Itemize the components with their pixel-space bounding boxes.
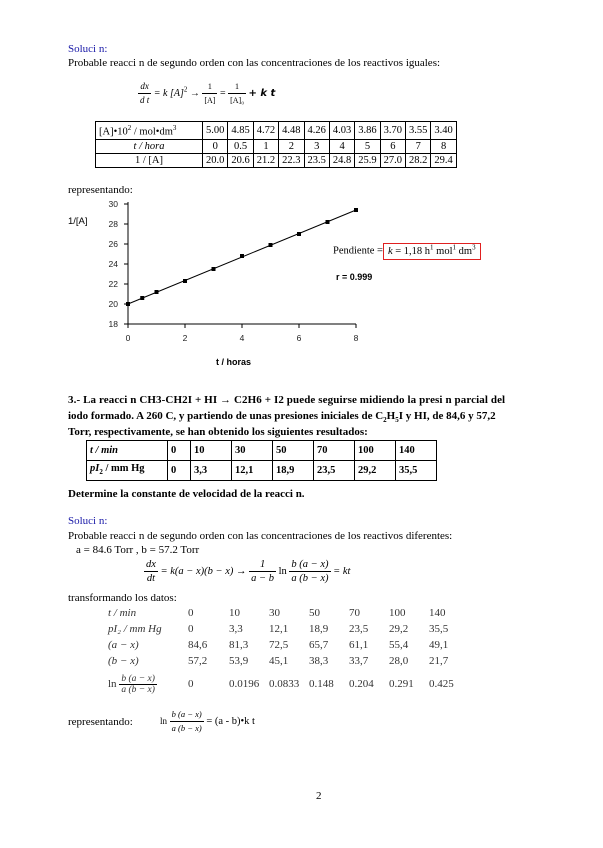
table-cell: 2 (279, 139, 304, 153)
slope-value-box: k = 1,18 $h^1$ mol$^1$ $dm^3$ (383, 243, 481, 260)
data-point (140, 296, 144, 300)
table-cell: 23.5 (304, 153, 329, 167)
table-cell: 0.204 (349, 678, 374, 690)
table-cell: 140 (396, 441, 437, 461)
table-cell: 45,1 (269, 655, 289, 667)
table-cell: 0 (188, 607, 194, 619)
y-tick-label: 24 (108, 259, 118, 269)
representing-label-2: representando: (68, 716, 133, 728)
table-cell: 21.2 (253, 153, 278, 167)
solution-heading-2: Soluci n: (68, 515, 108, 527)
table-cell: 20.6 (228, 153, 253, 167)
solution-heading-1: Soluci n: (68, 43, 108, 55)
table-cell: 0.148 (309, 678, 334, 690)
data-point (326, 220, 330, 224)
table-cell: 84,6 (188, 639, 208, 651)
data-point (297, 232, 301, 236)
table-cell: 30 (232, 441, 273, 461)
table-cell: 3,3 (191, 461, 232, 481)
table-cell: 100 (389, 607, 406, 619)
row-label-inverse: 1 / [A] (96, 153, 203, 167)
table-cell: 4.48 (279, 122, 304, 140)
problem3-question: Determine la constante de velocidad de la reacci n. (68, 488, 305, 500)
y-tick-label: 20 (108, 299, 118, 309)
table-cell: 23,5 (314, 461, 355, 481)
data-point (126, 302, 130, 306)
solution-text-1: Probable reacci n de segundo orden con las concentraciones de los reactivos iguales: (68, 57, 441, 69)
y-tick-label: 18 (108, 319, 118, 329)
table-cell: 28,0 (389, 655, 409, 667)
representing-label-1: representando: (68, 184, 133, 196)
correlation-label: r = 0.999 (336, 272, 373, 282)
table-cell: 65,7 (309, 639, 329, 651)
table-cell: 22.3 (279, 153, 304, 167)
table-cell: 5.00 (203, 122, 228, 140)
y-tick-label: 30 (108, 199, 118, 209)
y-tick-label: 26 (108, 239, 118, 249)
table-cell: 21,7 (429, 655, 449, 667)
row-label-pressure: $pI_2$ / mm Hg (87, 461, 168, 481)
row-label-ln: ln $\frac{b (a - x)}{a (b - x)}$ (108, 673, 155, 695)
table-cell: 38,3 (309, 655, 329, 667)
table-cell: 3.70 (380, 122, 405, 140)
table-cell: 30 (269, 607, 280, 619)
rate-equation-2: $\frac{dx}{dt}$ = k(a − x)(b − x) → $\frac{1}{a - b}$ ln $\frac{b (a - x)}{a (b - x)}$ = kt (146, 559, 351, 584)
table-cell: 0 (168, 461, 191, 481)
table-cell: 6 (380, 139, 405, 153)
x-tick-label: 2 (182, 333, 188, 343)
x-tick-label: 8 (353, 333, 359, 343)
table-cell: 7 (406, 139, 431, 153)
table-cell: 72,5 (269, 639, 289, 651)
table-cell: 29,2 (355, 461, 396, 481)
table-cell: 81,3 (229, 639, 249, 651)
initial-pressures: a = 84.6 Torr , b = 57.2 Torr (76, 544, 200, 556)
table-cell: 4.03 (329, 122, 354, 140)
table-cell: 140 (429, 607, 446, 619)
table-cell: 28.2 (406, 153, 431, 167)
problem3-line3: Torr, respectivamente, se han obtenido los siguientes resultados: (68, 426, 368, 438)
data-point (183, 279, 187, 283)
pressure-table (86, 440, 437, 481)
table-cell: 70 (349, 607, 360, 619)
data-point (212, 267, 216, 271)
table-cell: 0 (188, 623, 194, 635)
x-tick-label: 4 (239, 333, 245, 343)
rate-equation-1: $\frac{dx}{\text{d t}}$ = k $[A]^2$ → $\frac{1}{[A]}$ = $\frac{1}{\text{[A]₀}}$ + k t (140, 81, 276, 105)
row-label: (b − x) (108, 655, 139, 667)
table-cell: 29.4 (431, 153, 456, 167)
table-cell: 4 (329, 139, 354, 153)
table-cell: 35,5 (396, 461, 437, 481)
table-cell: 24.8 (329, 153, 354, 167)
table-cell: 0 (203, 139, 228, 153)
row-label: t / min (108, 607, 137, 619)
y-axis-label: 1/[A] (68, 216, 88, 227)
data-point (155, 290, 159, 294)
table-cell: 0.0196 (229, 678, 260, 690)
table-cell: 3.40 (431, 122, 456, 140)
table-cell: 18,9 (309, 623, 329, 635)
data-point (354, 208, 358, 212)
table-cell: 61,1 (349, 639, 369, 651)
table-cell: 27.0 (380, 153, 405, 167)
table-cell: 10 (229, 607, 240, 619)
table-cell: 3.86 (355, 122, 380, 140)
table-cell: 100 (355, 441, 396, 461)
y-tick-label: 28 (108, 219, 118, 229)
row-label: (a − x) (108, 639, 139, 651)
linear-equation: ln $\frac{b (a - x)}{a (b - x)}$ = (a - b)•k t (160, 709, 255, 733)
table-cell: 0 (168, 441, 191, 461)
table-cell: 25.9 (355, 153, 380, 167)
row-label: pI₂ / mm Hg (108, 623, 162, 635)
solution-text-2: Probable reacci n de segundo orden con las concentraciones de los reactivos diferentes: (68, 530, 453, 542)
table-cell: 18,9 (273, 461, 314, 481)
table-cell: 0.0833 (269, 678, 300, 690)
transformed-data-table (108, 605, 459, 699)
page-number: 2 (316, 790, 322, 802)
table-cell: 0.425 (429, 678, 454, 690)
table-cell: 8 (431, 139, 456, 153)
table-cell: 50 (273, 441, 314, 461)
table-cell: 55,4 (389, 639, 409, 651)
table-cell: 3.55 (406, 122, 431, 140)
row-label-time-min: t / min (87, 441, 168, 461)
row-label-concentration: $[A]•10^2$ / $mol•dm^3$ (96, 122, 203, 140)
table-cell: 70 (314, 441, 355, 461)
table-cell: 0.291 (389, 678, 414, 690)
y-tick-label: 22 (108, 279, 118, 289)
table-cell: 50 (309, 607, 320, 619)
table-cell: 3,3 (229, 623, 243, 635)
table-cell: 49,1 (429, 639, 449, 651)
slope-annotation: Pendiente = k = 1,18 $h^1$ mol$^1$ $dm^3$ (333, 241, 481, 258)
table-cell: 12,1 (232, 461, 273, 481)
data-point (269, 243, 273, 247)
table-cell: 20.0 (203, 153, 228, 167)
table-cell: 4.85 (228, 122, 253, 140)
x-tick-label: 0 (125, 333, 131, 343)
problem3-line2: iodo formado. A 260 C, y partiendo de unas presiones iniciales de $C_2H_5I$ y HI, de 84,6 y 57,2 (68, 410, 496, 425)
table-cell: 35,5 (429, 623, 449, 635)
concentration-table (95, 121, 457, 168)
problem3-line1: 3.- La reacci n CH3-CH2I + HI → C2H6 + I2 puede seguirse midiendo la presi n parcial del (68, 394, 506, 406)
table-cell: 12,1 (269, 623, 289, 635)
table-cell: 10 (191, 441, 232, 461)
x-tick-label: 6 (296, 333, 302, 343)
table-cell: 3 (304, 139, 329, 153)
data-point (240, 254, 244, 258)
scatter-chart (100, 196, 400, 376)
table-cell: 0.5 (228, 139, 253, 153)
table-cell: 23,5 (349, 623, 369, 635)
table-cell: 0 (188, 678, 194, 690)
table-cell: 4.26 (304, 122, 329, 140)
table-cell: 4.72 (253, 122, 278, 140)
table-cell: 57,2 (188, 655, 208, 667)
table-cell: 33,7 (349, 655, 369, 667)
table-cell: 1 (253, 139, 278, 153)
row-label-time: t / hora (96, 139, 203, 153)
table-cell: 29,2 (389, 623, 409, 635)
transform-label: transformando los datos: (68, 592, 177, 604)
table-cell: 53,9 (229, 655, 249, 667)
table-cell: 5 (355, 139, 380, 153)
x-axis-label: t / horas (216, 357, 252, 367)
